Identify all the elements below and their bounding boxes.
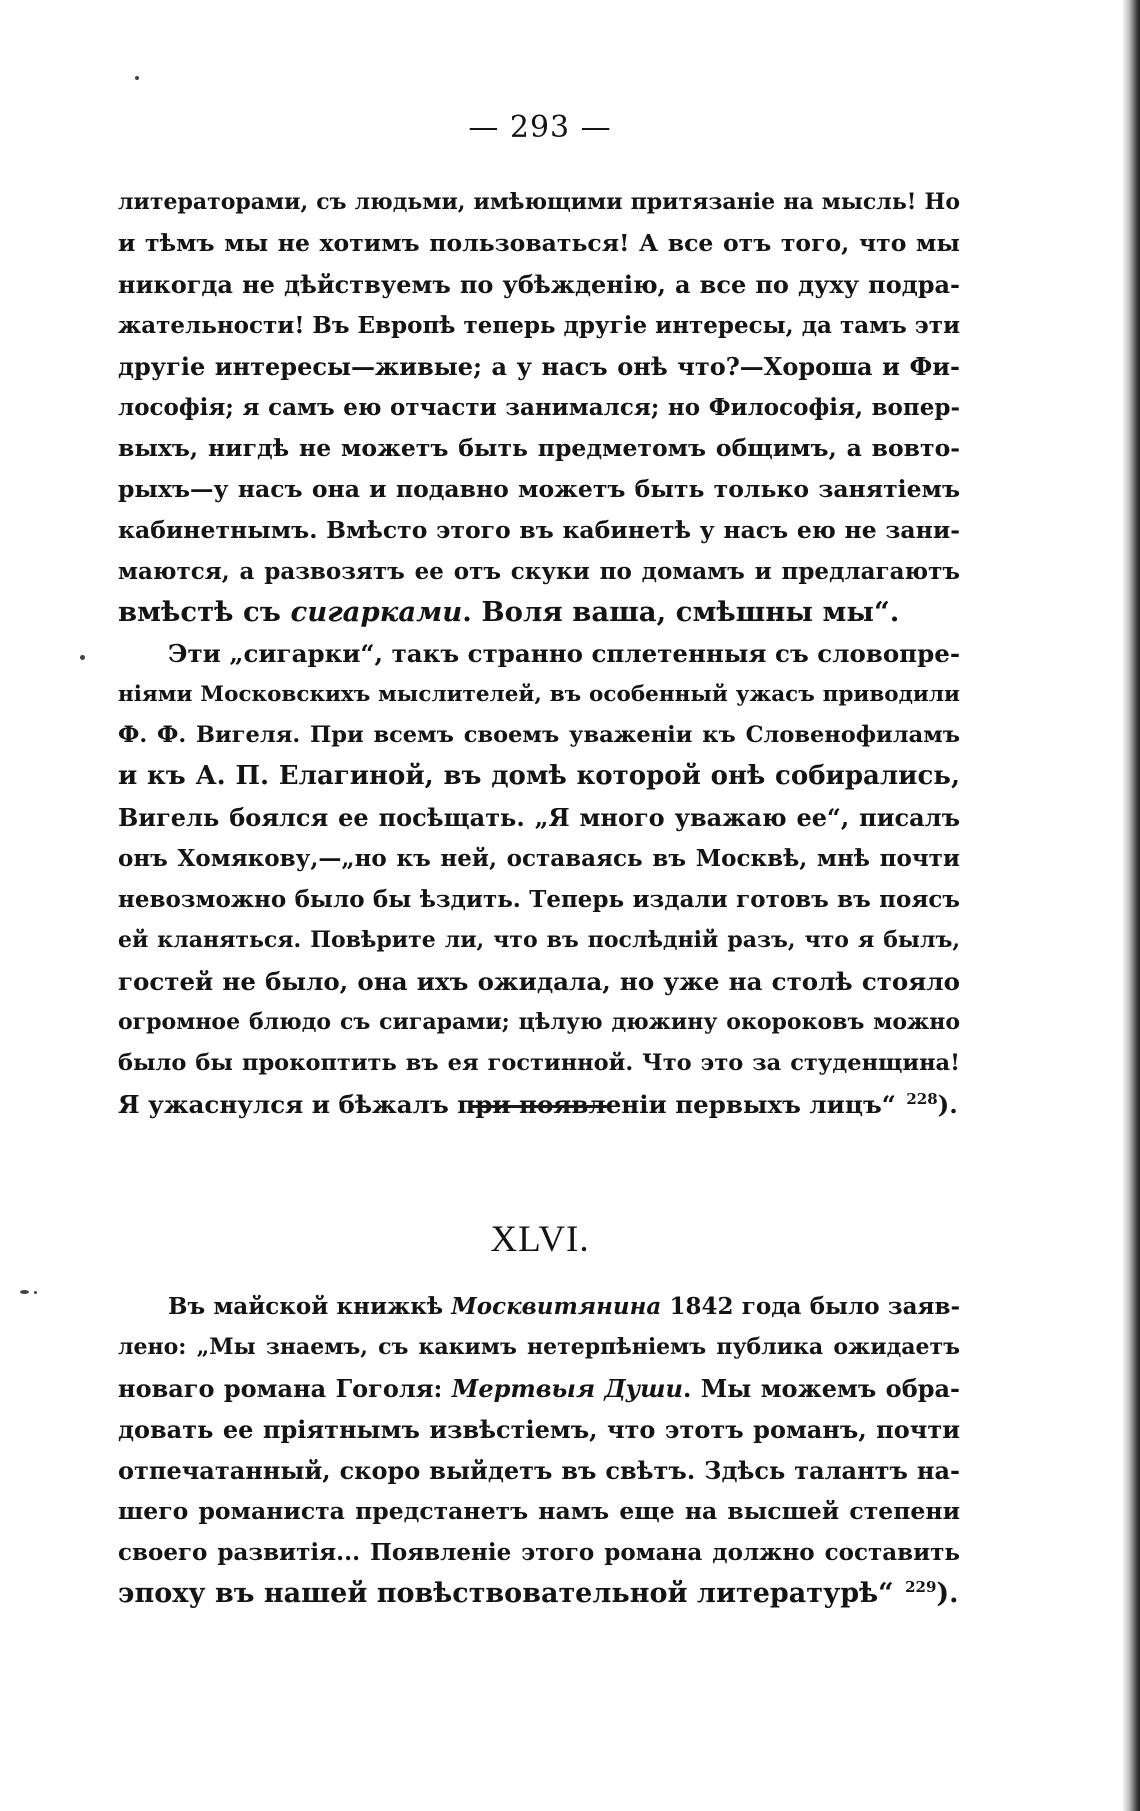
text-line: и тѣмъ мы не хотимъ пользоваться! А все отъ того, что мы (118, 229, 960, 257)
book-spine-shadow (1122, 0, 1140, 1811)
text-span: ). (936, 1578, 959, 1609)
print-speck (135, 76, 139, 80)
text-line (118, 1573, 960, 1614)
text-line: шего романиста предстанетъ намъ еще на высшей степени (118, 1497, 960, 1525)
text-line: жательности! Въ Европѣ теперь другіе интересы, да тамъ эти (118, 312, 961, 339)
paragraph-section-xlvi (118, 1286, 960, 1614)
text-line: невозможно было бы ѣздить. Теперь издали готовъ въ поясъ (118, 886, 960, 913)
text-line: выхъ, нигдѣ не можетъ быть предметомъ общимъ, а вовто- (118, 434, 960, 462)
text-span: ). (937, 1090, 958, 1119)
text-line: ніями Московскихъ мыслителей, въ особенный ужасъ приводили (118, 682, 960, 707)
text-span: . Мы можемъ обра- (682, 1374, 960, 1403)
footnote-marker: 229 (905, 1578, 937, 1596)
section-divider (470, 1105, 608, 1108)
italic-title: Москвитянина (451, 1293, 662, 1320)
text-line: было бы прокоптить въ ея гостинной. Что это за студенщина! (118, 1050, 960, 1076)
text-line: Эти „сигарки“, такъ странно сплетенныя съ словопре- (168, 639, 960, 668)
text-line: огромное блюдо съ сигарами; цѣлую дюжину окороковъ можно (118, 1009, 960, 1035)
footnote-marker: 228 (906, 1089, 938, 1108)
text-line: ей кланяться. Повѣрите ли, что въ послѣдній разъ, что я былъ, (118, 927, 960, 953)
text-line: Вигель боялся ее посѣщать. „Я много уважаю ее“, писалъ (118, 803, 960, 832)
text-span: Въ майской книжкѣ (168, 1293, 452, 1320)
italic-title: Мертвыя Души (451, 1374, 683, 1403)
page-number: — 293 — (468, 110, 612, 145)
print-speck (34, 1291, 37, 1294)
text-line (118, 1368, 960, 1409)
text-line: довать ее пріятнымъ извѣстіемъ, что этотъ романъ, почти (118, 1415, 960, 1444)
text-line: маются, а развозятъ ее отъ скуки по домамъ и предлагаютъ (118, 558, 960, 585)
paragraph-continuation (118, 182, 960, 633)
text-line: своего развитія... Появленіе этого романа должно составить (118, 1539, 960, 1566)
text-line (118, 1286, 960, 1327)
text-line: и къ А. П. Елагиной, въ домѣ которой онѣ собирались, (118, 761, 960, 791)
text-line: отпечатанный, скоро выйдетъ въ свѣтъ. Здѣсь талантъ на- (118, 1456, 960, 1485)
text-line: кабинетнымъ. Вмѣсто этого въ кабинетѣ у насъ ею не зани- (118, 516, 960, 544)
print-speck (20, 1290, 29, 1294)
text-span: . Воля ваша, смѣшны мы“. (462, 596, 900, 628)
text-line: лено: „Мы знаемъ, съ какимъ нетерпѣніемъ публика ожидаетъ (118, 1334, 960, 1360)
text-line (118, 592, 960, 633)
text-span: новаго романа Гоголя: (118, 1374, 452, 1403)
text-span: эпоху въ нашей повѣствовательной литературѣ“ (118, 1578, 894, 1609)
text-span: 1842 года было заяв- (661, 1293, 960, 1320)
text-line: онъ Хомякову,—„но къ ней, оставаясь въ Москвѣ, мнѣ почти (118, 845, 960, 872)
section-heading: XLVI. (490, 1219, 590, 1260)
text-span: вмѣстѣ съ (118, 596, 291, 628)
text-line: другіе интересы—живые; а у насъ онѣ что?—Хороша и Фи- (118, 352, 960, 381)
text-line: Ф. Ф. Вигеля. При всемъ своемъ уваженіи къ Словенофиламъ (118, 722, 960, 748)
print-speck (80, 655, 85, 660)
paragraph-vigel (118, 633, 960, 1125)
text-line: гостей не было, она ихъ ожидала, но уже на столѣ стояло (118, 967, 960, 996)
text-span: Я ужаснулся и бѣжалъ при появленіи первыхъ лицъ“ (118, 1090, 896, 1119)
text-line: лософія; я самъ ею отчасти занимался; но Философія, вопер- (118, 394, 960, 421)
text-line: рыхъ—у насъ она и подавно можетъ быть только занятіемъ (118, 475, 960, 503)
italic-term: сигарками (290, 596, 463, 628)
text-line: никогда не дѣйствуемъ по убѣжденію, а все по духу подра- (118, 270, 960, 299)
text-line: литераторами, съ людьми, имѣющими притязаніе на мысль! Но (118, 189, 960, 215)
